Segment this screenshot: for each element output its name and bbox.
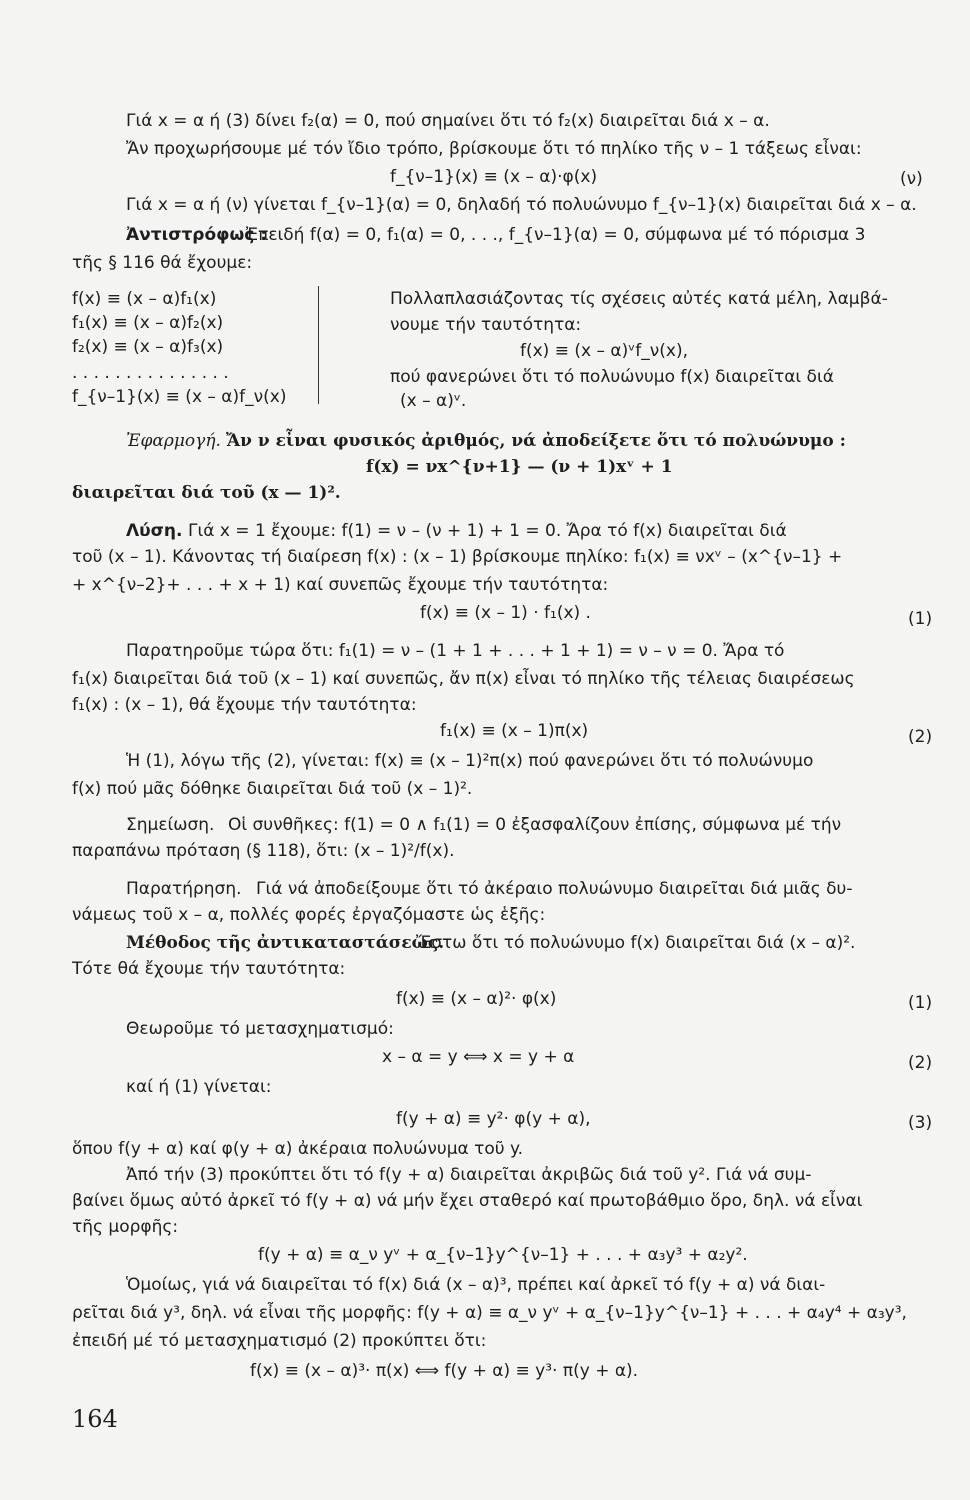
text-line: Ἐπειδή f(α) = 0, f₁(α) = 0, . . ., f_{ν–1}(α) = 0, σύμφωνα μέ τό πόρισμα 3	[246, 225, 866, 245]
problem-statement: Ἄν ν εἶναι φυσικός ἀριθμός, νά ἀποδείξετε ὅτι τό πολυώνυμο :	[226, 431, 846, 451]
text-line: f₁(x) διαιρεῖται διά τοῦ (x – 1) καί συνεπῶς, ἄν π(x) εἶναι τό πηλίκο τῆς τέλειας διαιρέσεως	[72, 669, 855, 689]
text-line: παραπάνω πρόταση (§ 118), ὅτι: (x – 1)²/f(x).	[72, 841, 455, 861]
equation: f(x) ≡ (x – 1) · f₁(x) .	[420, 603, 591, 623]
equation: f_{ν–1}(x) ≡ (x – α)f_ν(x)	[72, 387, 287, 407]
text-line: f(x) πού μᾶς δόθηκε διαιρεῖται διά τοῦ (x – 1)².	[72, 779, 473, 799]
text-line: καί ή (1) γίνεται:	[126, 1077, 272, 1097]
section-label: Σημείωση.	[126, 815, 215, 835]
text-line: f₁(x) : (x – 1), θά ἔχουμε τήν ταυτότητα:	[72, 695, 417, 715]
text-line: Οἱ συνθῆκες: f(1) = 0 ∧ f₁(1) = 0 ἐξασφαλίζουν ἐπίσης, σύμφωνα μέ τήν	[228, 815, 842, 835]
text-line: τοῦ (x – 1). Κάνοντας τή διαίρεση f(x) : (x – 1) βρίσκουμε πηλίκο: f₁(x) ≡ νxᵛ – (x^{ν–1} +	[72, 547, 843, 567]
text-line: Τότε θά ἔχουμε τήν ταυτότητα:	[72, 959, 346, 979]
text-line: ὅπου f(y + α) καί φ(y + α) ἀκέραια πολυώνυμα τοῦ y.	[72, 1139, 524, 1159]
section-label: Παρατήρηση.	[126, 879, 242, 899]
text-line: Ἔστω ὅτι τό πολυώνυμο f(x) διαιρεῖται διά (x – α)².	[416, 933, 856, 953]
equation: f(y + α) ≡ α_ν yᵛ + α_{ν–1}y^{ν–1} + . . . + α₃y³ + α₂y².	[258, 1245, 748, 1265]
equation: f₁(x) ≡ (x – 1)π(x)	[440, 721, 589, 741]
equation: f₂(x) ≡ (x – α)f₃(x)	[72, 337, 224, 357]
text-line: Θεωροῦμε τό μετασχηματισμό:	[126, 1019, 394, 1039]
text-line: πού φανερώνει ὅτι τό πολυώνυμο f(x) διαιρεῖται διά	[390, 367, 834, 387]
equation: x – α = y ⟺ x = y + α	[382, 1047, 575, 1067]
text-line: Γιά x = α ή (3) δίνει f₂(α) = 0, πού σημαίνει ὅτι τό f₂(x) διαιρεῖται διά x – α.	[126, 111, 770, 131]
text-line: τῆς μορφῆς:	[72, 1217, 179, 1237]
text-line: τῆς § 116 θά ἔχουμε:	[72, 253, 253, 273]
equation-number: (3)	[908, 1113, 933, 1133]
equation-number: (ν)	[900, 169, 923, 189]
text-line: Ἡ (1), λόγω τῆς (2), γίνεται: f(x) ≡ (x – 1)²π(x) πού φανερώνει ὅτι τό πολυώνυμο	[126, 751, 814, 771]
page-number: 164	[72, 1405, 118, 1433]
equation: (x – α)ᵛ.	[400, 391, 467, 411]
text-line: + x^{ν–2}+ . . . + x + 1) καί συνεπῶς ἔχουμε τήν ταυτότητα:	[72, 575, 609, 595]
equation: f(x) ≡ (x – α)³· π(x) ⟺ f(y + α) ≡ y³· π(y + α).	[250, 1361, 639, 1381]
section-label: Λύση.	[126, 521, 183, 541]
equation-number: (2)	[908, 727, 933, 747]
equation: f(y + α) ≡ y²· φ(y + α),	[396, 1109, 591, 1129]
text-line: ρεῖται διά y³, δηλ. νά εἶναι τῆς μορφῆς: f(y + α) ≡ α_ν yᵛ + α_{ν–1}y^{ν–1} + . . . + α₄y⁴ + α₃y³,	[72, 1303, 907, 1323]
text-line: νουμε τήν ταυτότητα:	[390, 315, 582, 335]
equation: f₁(x) ≡ (x – α)f₂(x)	[72, 313, 224, 333]
text-line: Ὁμοίως, γιά νά διαιρεῖται τό f(x) διά (x – α)³, πρέπει καί ἀρκεῖ τό f(y + α) νά διαι-	[126, 1275, 826, 1295]
section-label: Ἐφαρμογή.	[126, 431, 221, 451]
section-label: Μέθοδος τῆς ἀντικαταστάσεως.	[126, 933, 445, 953]
equation: f_{ν–1}(x) ≡ (x – α)·φ(x)	[390, 167, 598, 187]
section-label: Ἀντιστρόφως :	[126, 225, 268, 245]
text-line: Ἄν προχωρήσουμε μέ τόν ἴδιο τρόπο, βρίσκουμε ὅτι τό πηλίκο τῆς ν – 1 τάξεως εἶναι:	[126, 139, 862, 159]
text-line: Γιά νά ἀποδείξουμε ὅτι τό ἀκέραιο πολυώνυμο διαιρεῖται διά μιᾶς δυ-	[256, 879, 853, 899]
equation: f(x) = νx^{ν+1} — (ν + 1)xᵛ + 1	[366, 457, 673, 477]
text-line: Γιά x = 1 ἔχουμε: f(1) = ν – (ν + 1) + 1 = 0. Ἄρα τό f(x) διαιρεῖται διά	[188, 521, 787, 541]
problem-statement: διαιρεῖται διά τοῦ (x — 1)².	[72, 483, 341, 503]
text-line: νάμεως τοῦ x – α, πολλές φορές ἐργαζόμαστε ὡς ἑξῆς:	[72, 905, 546, 925]
text-line: Πολλαπλασιάζοντας τίς σχέσεις αὐτές κατά μέλη, λαμβά-	[390, 289, 888, 309]
equation: f(x) ≡ (x – α)²· φ(x)	[396, 989, 557, 1009]
equation-number: (2)	[908, 1053, 933, 1073]
text-line: ἐπειδή μέ τό μετασχηματισμό (2) προκύπτει ὅτι:	[72, 1331, 487, 1351]
equation-number: (1)	[908, 609, 933, 629]
dots: . . . . . . . . . . . . . . .	[72, 363, 229, 383]
equation-number: (1)	[908, 993, 933, 1013]
text-line: Παρατηροῦμε τώρα ὅτι: f₁(1) = ν – (1 + 1 + . . . + 1 + 1) = ν – ν = 0. Ἄρα τό	[126, 641, 785, 661]
equation: f(x) ≡ (x – α)ᵛf_ν(x),	[520, 341, 688, 361]
text-line: βαίνει ὅμως αὐτό ἀρκεῖ τό f(y + α) νά μήν ἔχει σταθερό καί πρωτοβάθμιο ὅρο, δηλ. νά εἶναι	[72, 1191, 863, 1211]
text-line: Ἀπό τήν (3) προκύπτει ὅτι τό f(y + α) διαιρεῖται ἀκριβῶς διά τοῦ y². Γιά νά συμ-	[126, 1165, 812, 1185]
text-line: Γιά x = α ή (ν) γίνεται f_{ν–1}(α) = 0, δηλαδή τό πολυώνυμο f_{ν–1}(x) διαιρεῖται διά x – α.	[126, 195, 917, 215]
column-divider	[318, 286, 319, 404]
equation: f(x) ≡ (x – α)f₁(x)	[72, 289, 217, 309]
